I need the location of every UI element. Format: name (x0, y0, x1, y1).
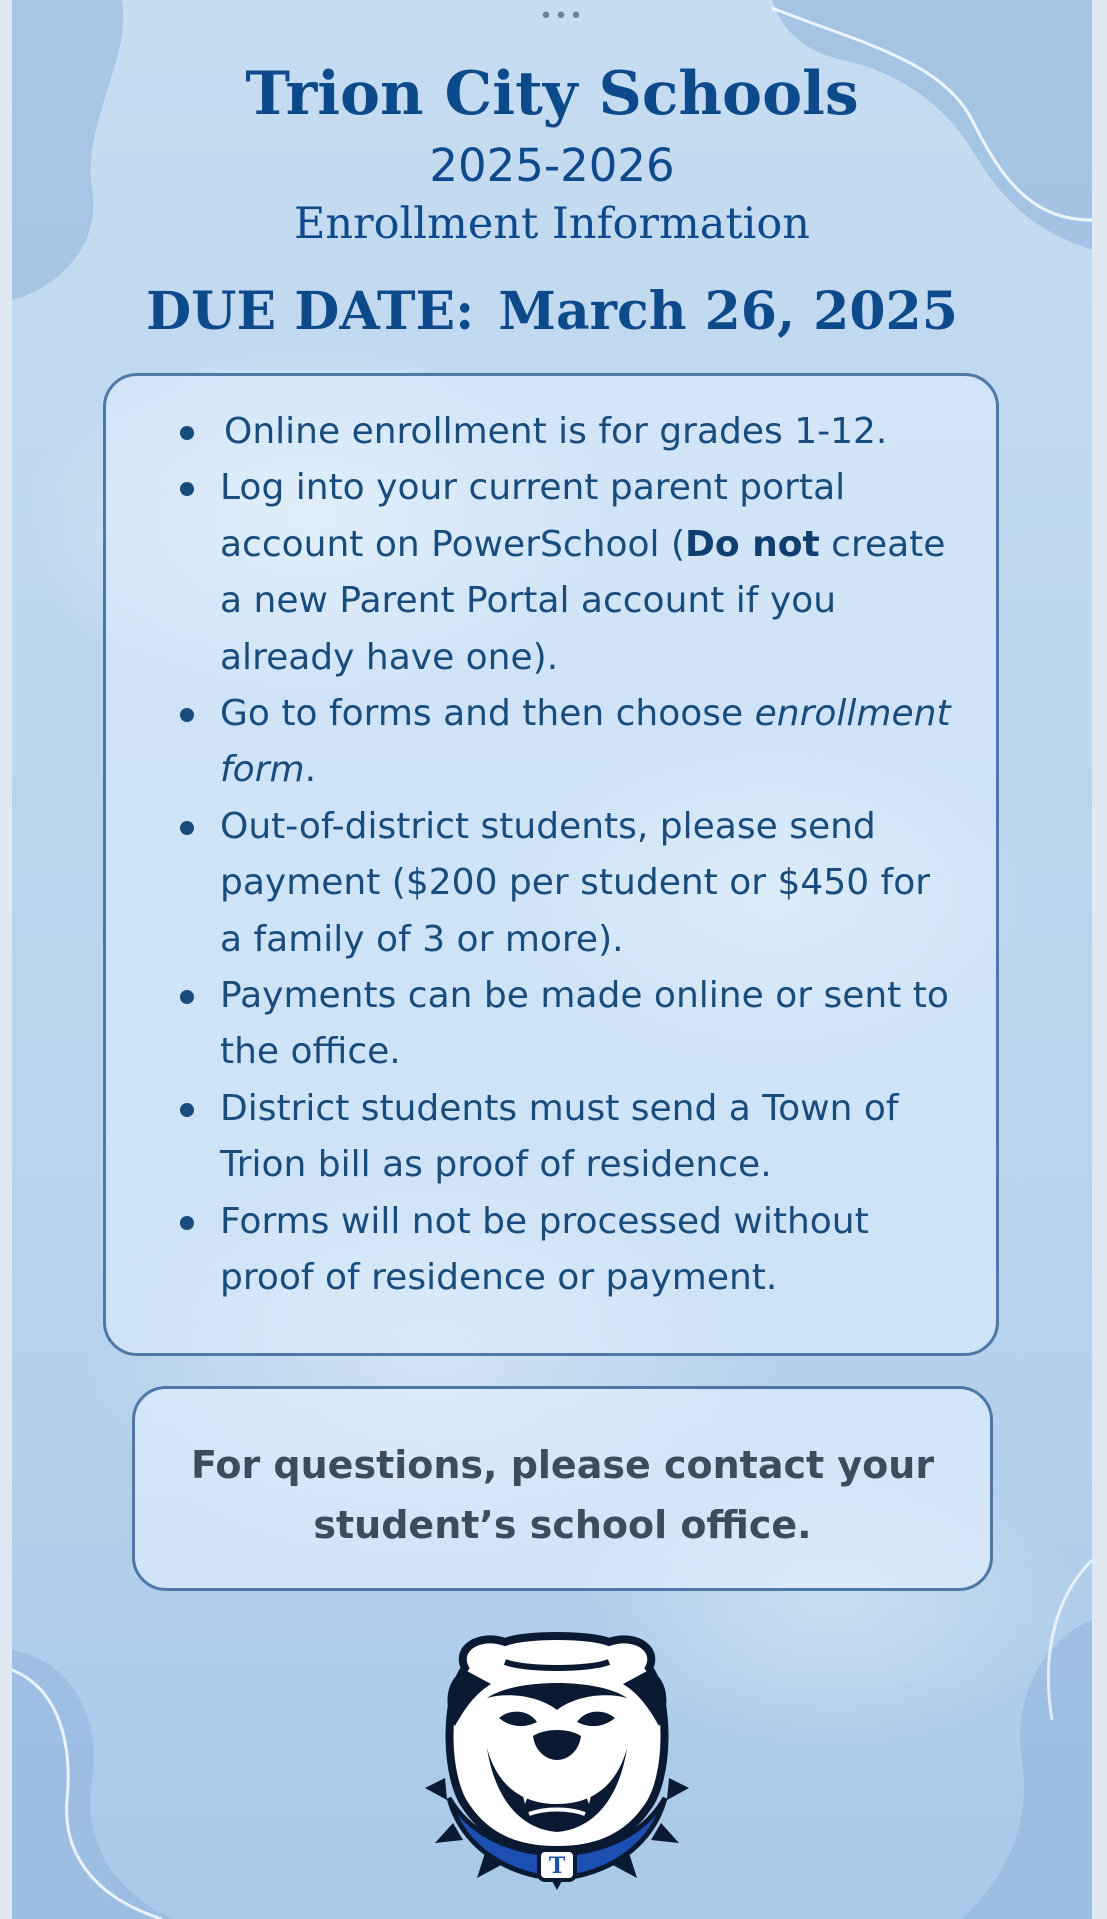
instruction-text: Go to forms and then choose (220, 693, 755, 735)
instruction-text: District students must send a Town of Trion bill as proof of residence. (220, 1087, 899, 1186)
instruction-text: Payments can be made online or sent to the office. (220, 975, 949, 1073)
instruction-text: create a new Parent Portal account if you already have one). (220, 523, 946, 678)
due-date-label: DUE DATE: (146, 281, 475, 342)
contact-message (135, 1435, 990, 1555)
instruction-item (180, 799, 960, 968)
instruction-emphasis: Do not (685, 523, 820, 565)
due-date-value: March 26, 2025 (498, 281, 958, 342)
enrollment-subtitle: Enrollment Information (294, 199, 810, 249)
contact-line-2: student’s school office. (313, 1503, 812, 1547)
instruction-text: . (304, 749, 317, 791)
school-district-title: Trion City Schools (245, 59, 859, 129)
bulldog-mascot-icon (425, 1628, 689, 1892)
enrollment-instructions-box (103, 373, 999, 1356)
logo-letter: T (548, 1853, 566, 1879)
instruction-item (180, 1081, 960, 1194)
instruction-item (180, 968, 960, 1081)
instruction-text: Online enrollment is for grades 1-12. (224, 411, 888, 452)
instruction-item (180, 460, 960, 686)
menu-dots-icon[interactable]: ••• (539, 4, 585, 29)
contact-line-1: For questions, please contact your (190, 1443, 935, 1487)
instruction-text: Forms will not be processed without proof of residence or payment. (220, 1200, 869, 1299)
instruction-item (180, 1194, 960, 1307)
enrollment-flyer (12, 0, 1092, 1919)
instruction-text: Log into your current parent portal account on PowerSchool ( (220, 467, 846, 565)
contact-box (132, 1386, 993, 1591)
instruction-item (180, 404, 960, 460)
due-date-heading (12, 278, 1092, 346)
instructions-list (180, 404, 960, 1307)
school-year: 2025-2026 (429, 139, 675, 192)
instruction-item (180, 686, 960, 799)
instruction-text: Out-of-district students, please send payment ($200 per student or $450 for a family of 3 or more). (220, 805, 931, 960)
instruction-italic: enrollment form (220, 693, 951, 791)
